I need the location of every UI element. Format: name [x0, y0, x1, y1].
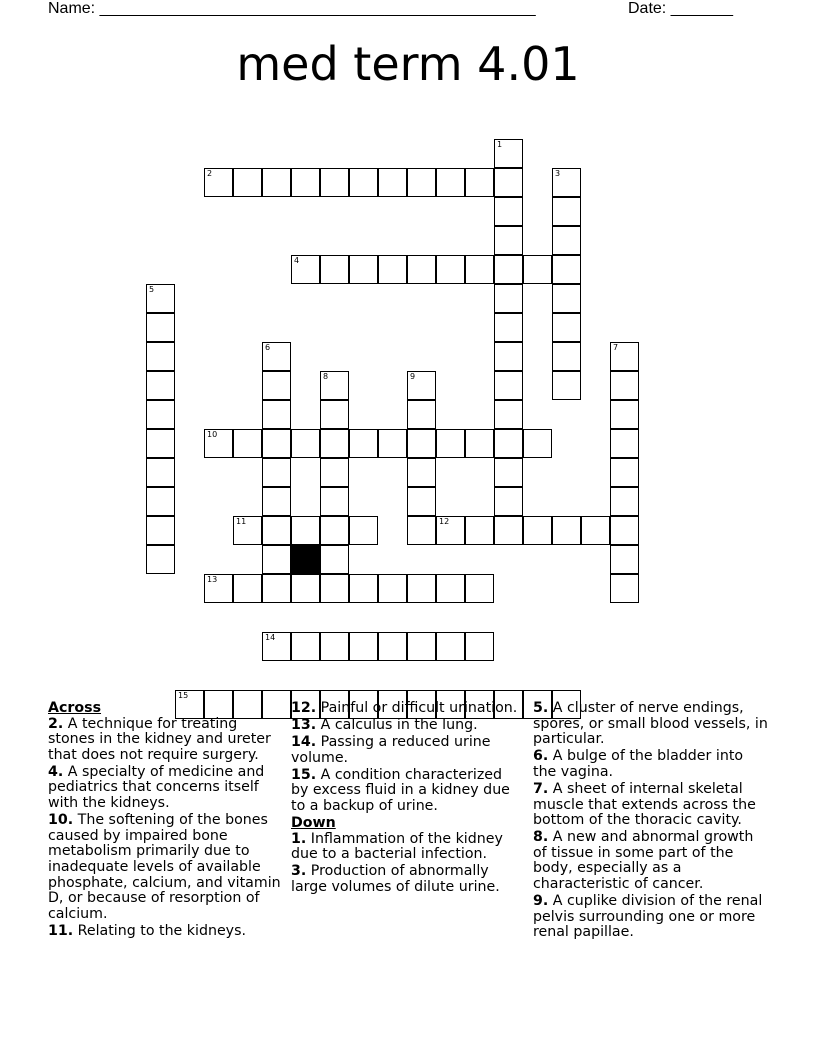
clue-across-13	[291, 718, 523, 734]
grid-cell[interactable]	[494, 313, 523, 342]
grid-cell[interactable]	[320, 574, 349, 603]
grid-cell[interactable]	[146, 458, 175, 487]
grid-cell[interactable]	[349, 574, 378, 603]
clue-text: Inflammation of the kidney due to a bacterial infection.	[291, 830, 503, 863]
grid-cell[interactable]	[552, 516, 581, 545]
grid-cell[interactable]	[146, 429, 175, 458]
grid-cell[interactable]	[407, 487, 436, 516]
grid-cell[interactable]	[146, 371, 175, 400]
grid-cell[interactable]	[610, 574, 639, 603]
clue-number: 12.	[291, 700, 317, 716]
grid-cell[interactable]	[291, 255, 320, 284]
grid-cell[interactable]	[523, 516, 552, 545]
date-field-label[interactable]: Date: _______	[628, 0, 733, 17]
clue-text: Painful or difficult urination.	[320, 700, 518, 716]
grid-cell[interactable]	[146, 400, 175, 429]
clue-number: 5.	[533, 700, 549, 716]
clue-number: 11.	[48, 922, 74, 939]
grid-cell[interactable]	[204, 574, 233, 603]
grid-cell[interactable]	[610, 487, 639, 516]
grid-cell[interactable]	[378, 168, 407, 197]
grid-cell[interactable]	[349, 168, 378, 197]
grid-cell[interactable]	[146, 284, 175, 313]
clue-number: 4.	[48, 763, 64, 780]
grid-cell[interactable]	[407, 574, 436, 603]
grid-cell[interactable]	[436, 429, 465, 458]
grid-cell[interactable]	[494, 400, 523, 429]
clue-across-10	[48, 813, 288, 922]
clue-across-14	[291, 735, 523, 766]
grid-cell[interactable]	[146, 313, 175, 342]
grid-cell[interactable]	[320, 429, 349, 458]
grid-cell[interactable]	[146, 342, 175, 371]
grid-cell[interactable]	[349, 516, 378, 545]
grid-cell[interactable]	[262, 545, 291, 574]
grid-cell[interactable]	[552, 342, 581, 371]
clue-text: A condition characterized by excess fluid in a kidney due to a backup of urine.	[291, 766, 510, 815]
grid-cell[interactable]	[320, 632, 349, 661]
grid-cell[interactable]	[436, 168, 465, 197]
clue-text: A sheet of internal skeletal muscle that extends across the bottom of the thoracic cavity.	[533, 780, 756, 829]
cell-number: 15	[178, 691, 189, 700]
clue-number: 9.	[533, 893, 549, 910]
clue-text: A cluster of nerve endings, spores, or small blood vessels, in particular.	[533, 700, 768, 748]
grid-cell[interactable]	[494, 516, 523, 545]
clue-down-5	[533, 701, 768, 748]
cell-number: 13	[207, 575, 218, 584]
clue-across-4	[48, 765, 288, 812]
clue-down-9	[533, 894, 768, 941]
clue-number: 13.	[291, 717, 317, 734]
grid-cell[interactable]	[407, 168, 436, 197]
grid-cell[interactable]	[146, 545, 175, 574]
grid-cell[interactable]	[494, 371, 523, 400]
grid-cell[interactable]	[465, 516, 494, 545]
grid-cell[interactable]	[320, 255, 349, 284]
grid-cell[interactable]	[552, 197, 581, 226]
grid-cell[interactable]	[407, 400, 436, 429]
grid-cell[interactable]	[494, 487, 523, 516]
cell-number: 12	[439, 517, 450, 526]
grid-cell[interactable]	[320, 516, 349, 545]
down-heading: Down	[291, 815, 336, 832]
grid-cell[interactable]	[610, 429, 639, 458]
clue-number: 15.	[291, 766, 317, 783]
cell-number: 6	[265, 343, 271, 352]
grid-cell[interactable]	[494, 226, 523, 255]
cell-number: 9	[410, 372, 416, 381]
grid-cell[interactable]	[407, 458, 436, 487]
grid-cell[interactable]	[262, 168, 291, 197]
clue-text: Production of abnormally large volumes of dilute urine.	[291, 863, 500, 896]
grid-cell[interactable]	[262, 371, 291, 400]
grid-cell[interactable]	[291, 429, 320, 458]
grid-cell[interactable]	[465, 168, 494, 197]
name-field-label[interactable]: Name: _________________________________________________	[48, 0, 536, 17]
clue-text: A bulge of the bladder into the vagina.	[533, 748, 744, 780]
cell-number: 3	[555, 169, 561, 178]
cell-number: 14	[265, 633, 276, 642]
clue-text: A cuplike division of the renal pelvis surrounding one or more renal papillae.	[533, 893, 763, 941]
grid-cell[interactable]	[494, 197, 523, 226]
clue-down-1	[291, 832, 523, 863]
grid-cell[interactable]	[407, 255, 436, 284]
grid-cell[interactable]	[378, 574, 407, 603]
clues-column-2	[291, 701, 523, 897]
grid-cell[interactable]	[610, 342, 639, 371]
grid-cell[interactable]	[436, 516, 465, 545]
grid-cell[interactable]	[494, 458, 523, 487]
grid-cell[interactable]	[494, 139, 523, 168]
grid-cell[interactable]	[523, 429, 552, 458]
clue-across-11	[48, 924, 288, 940]
clue-number: 2.	[48, 715, 64, 732]
grid-cell[interactable]	[262, 429, 291, 458]
grid-cell[interactable]	[407, 371, 436, 400]
grid-cell[interactable]	[349, 255, 378, 284]
clue-text: A specialty of medicine and pediatrics that concerns itself with the kidneys.	[48, 763, 265, 812]
grid-cell[interactable]	[407, 516, 436, 545]
cell-number: 7	[613, 343, 619, 352]
grid-cell[interactable]	[262, 458, 291, 487]
grid-cell[interactable]	[204, 429, 233, 458]
grid-cell[interactable]	[204, 168, 233, 197]
grid-cell[interactable]	[494, 284, 523, 313]
across-heading: Across	[48, 700, 102, 716]
grid-cell[interactable]	[291, 168, 320, 197]
black-block	[291, 545, 320, 574]
clue-number: 10.	[48, 812, 74, 829]
grid-cell[interactable]	[436, 574, 465, 603]
grid-cell[interactable]	[407, 632, 436, 661]
grid-cell[interactable]	[378, 429, 407, 458]
clue-down-3	[291, 864, 523, 895]
grid-cell[interactable]	[291, 632, 320, 661]
grid-cell[interactable]	[610, 458, 639, 487]
cell-number: 4	[294, 256, 300, 265]
grid-cell[interactable]	[494, 168, 523, 197]
grid-cell[interactable]	[320, 400, 349, 429]
grid-cell[interactable]	[610, 400, 639, 429]
grid-cell[interactable]	[349, 632, 378, 661]
clues-column-1	[48, 701, 288, 941]
clues-column-3	[533, 701, 768, 942]
clue-down-6	[533, 749, 768, 780]
clue-number: 6.	[533, 748, 549, 765]
grid-cell[interactable]	[291, 574, 320, 603]
cell-number: 8	[323, 372, 329, 381]
grid-cell[interactable]	[262, 516, 291, 545]
grid-cell[interactable]	[233, 429, 262, 458]
grid-cell[interactable]	[378, 632, 407, 661]
grid-cell[interactable]	[320, 545, 349, 574]
grid-cell[interactable]	[233, 574, 262, 603]
grid-cell[interactable]	[552, 226, 581, 255]
grid-cell[interactable]	[494, 342, 523, 371]
grid-cell[interactable]	[262, 342, 291, 371]
cell-number: 2	[207, 169, 213, 178]
grid-cell[interactable]	[436, 255, 465, 284]
clue-text: The softening of the bones caused by impaired bone metabolism primarily due to inadequate levels of available phosphate, calcium, and vitamin D, or because of resorption of calcium.	[48, 812, 281, 922]
grid-cell[interactable]	[610, 545, 639, 574]
clue-down-7	[533, 782, 768, 829]
grid-cell[interactable]	[407, 429, 436, 458]
clue-text: A calculus in the lung.	[320, 717, 478, 734]
clue-number: 1.	[291, 830, 307, 847]
grid-cell[interactable]	[465, 429, 494, 458]
grid-cell[interactable]	[552, 313, 581, 342]
clue-across-12	[291, 701, 523, 717]
grid-cell[interactable]	[552, 284, 581, 313]
grid-cell[interactable]	[146, 487, 175, 516]
grid-cell[interactable]	[610, 371, 639, 400]
grid-cell[interactable]	[552, 371, 581, 400]
grid-cell[interactable]	[349, 429, 378, 458]
clue-across-15	[291, 768, 523, 815]
grid-cell[interactable]	[581, 516, 610, 545]
grid-cell[interactable]	[233, 516, 262, 545]
clue-number: 14.	[291, 734, 317, 751]
cell-number: 1	[497, 140, 503, 149]
clue-down-8	[533, 830, 768, 892]
grid-cell[interactable]	[494, 429, 523, 458]
grid-cell[interactable]	[436, 632, 465, 661]
grid-cell[interactable]	[262, 574, 291, 603]
grid-cell[interactable]	[320, 168, 349, 197]
grid-cell[interactable]	[378, 255, 407, 284]
clue-text: Relating to the kidneys.	[77, 922, 246, 939]
cell-number: 11	[236, 517, 247, 526]
grid-cell[interactable]	[262, 632, 291, 661]
clue-text: A technique for treating stones in the kidney and ureter that does not require surgery.	[48, 715, 271, 763]
grid-cell[interactable]	[552, 255, 581, 284]
cell-number: 5	[149, 285, 155, 294]
clue-number: 7.	[533, 780, 549, 797]
grid-cell[interactable]	[465, 632, 494, 661]
grid-cell[interactable]	[320, 487, 349, 516]
grid-cell[interactable]	[262, 400, 291, 429]
clue-number: 3.	[291, 863, 307, 880]
grid-cell[interactable]	[494, 255, 523, 284]
grid-cell[interactable]	[610, 516, 639, 545]
puzzle-title: med term 4.01	[236, 37, 580, 91]
grid-cell[interactable]	[262, 487, 291, 516]
grid-cell[interactable]	[291, 516, 320, 545]
clue-text: Passing a reduced urine volume.	[291, 734, 491, 766]
grid-cell[interactable]	[465, 574, 494, 603]
clue-across-2	[48, 717, 288, 764]
grid-cell[interactable]	[465, 255, 494, 284]
clue-number: 8.	[533, 829, 549, 846]
grid-cell[interactable]	[320, 371, 349, 400]
grid-cell[interactable]	[146, 516, 175, 545]
grid-cell[interactable]	[233, 168, 262, 197]
grid-cell[interactable]	[552, 168, 581, 197]
clue-text: A new and abnormal growth of tissue in some part of the body, especially as a characteristic of cancer.	[533, 829, 754, 893]
grid-cell[interactable]	[320, 458, 349, 487]
grid-cell[interactable]	[523, 255, 552, 284]
cell-number: 10	[207, 430, 218, 439]
